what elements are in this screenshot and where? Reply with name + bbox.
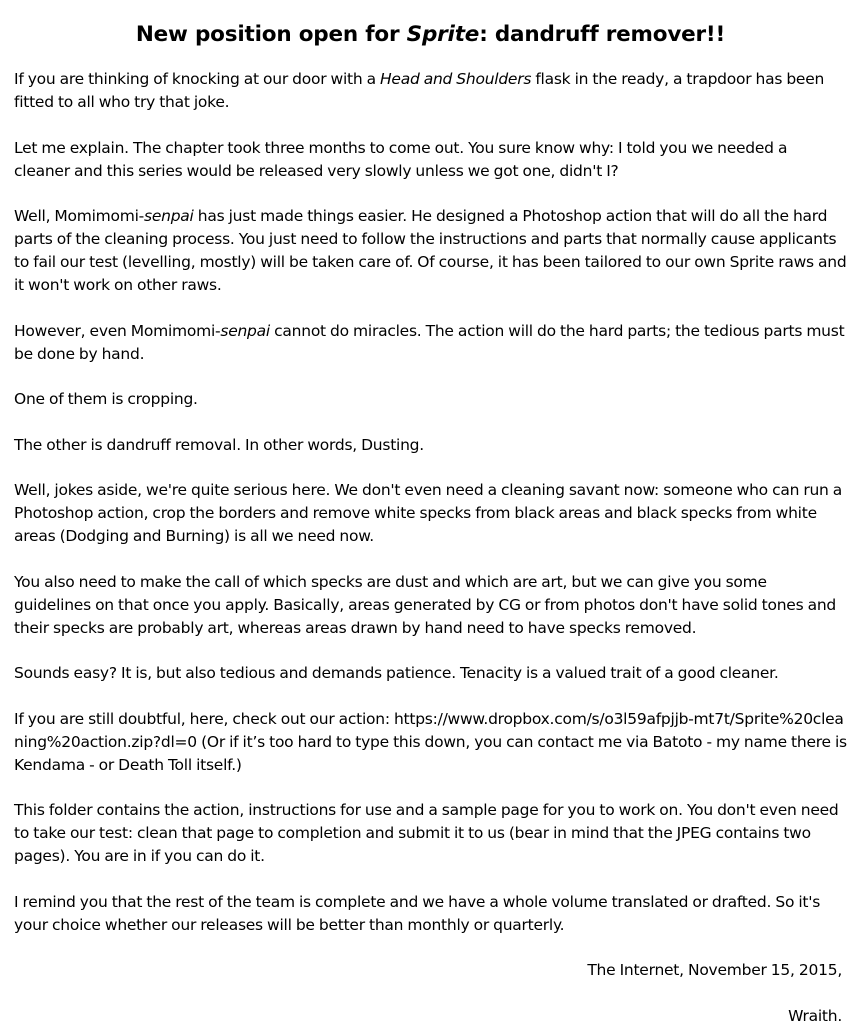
signature-name: Wraith. <box>788 1006 842 1025</box>
paragraph-3-italic: senpai <box>144 207 194 225</box>
page-title <box>14 17 847 53</box>
title-suffix: : dandruff remover!! <box>479 22 726 47</box>
paragraph-4-italic: senpai <box>220 321 270 340</box>
paragraph-1-text-a: If you are thinking of knocking at our door with a <box>14 70 381 88</box>
title-prefix: New position open for <box>135 22 407 47</box>
paragraph-3 <box>14 205 847 297</box>
paragraph-10-text-b: (Or if it’s too hard to type this down, you can contact me via Batoto - my name there is Kendama - or Death Toll itself.) <box>14 732 847 774</box>
paragraph-2: Let me explain. The chapter took three months to come out. You sure know why: I told you we needed a cleaner and this series would be released very slowly unless we got one, didn't I? <box>14 138 788 180</box>
paragraph-8: You also need to make the call of which specks are dust and which are art, but we can give you some guidelines on that once you apply. Basically, areas generated by CG or from photos don't have solid tones and their specks are probably art, whereas areas drawn by hand need to have specks removed. <box>14 572 837 637</box>
paragraph-4 <box>14 320 847 366</box>
paragraph-3-text-b: has just made things easier. He designed a Photoshop action that will do all the hard parts of the cleaning process. You just need to follow the instructions and parts that normally cause applicants to fail our test (levelling, mostly) will be taken care of. Of course, it has been tailored to our own Sprite raws and it won't work on other raws. <box>14 207 847 294</box>
paragraph-6: The other is dandruff removal. In other words, Dusting. <box>14 435 424 454</box>
paragraph-1-text-b: flask in the ready, a trapdoor has been fitted to all who try that joke. <box>14 70 825 111</box>
paragraph-1 <box>14 68 847 114</box>
paragraph-5: One of them is cropping. <box>14 390 198 408</box>
paragraph-4-text-a: However, even Momimomi- <box>14 321 221 340</box>
paragraph-11: This folder contains the action, instructions for use and a sample page for you to work on. You don't even need to take our test: clean that page to completion and submit it to us (bear in mind that the JPEG contains two pages). You are in if you can do it. <box>14 801 839 865</box>
paragraph-12: I remind you that the rest of the team is complete and we have a whole volume translated or drafted. So it's your choice whether our releases will be better than monthly or quarterly. <box>14 892 821 934</box>
title-italic: Sprite <box>406 22 480 47</box>
paragraph-3-text-a: Well, Momimomi- <box>14 207 145 225</box>
paragraph-4-text-b: cannot do miracles. The action will do the hard parts; the tedious parts must be done by hand. <box>14 321 845 363</box>
paragraph-10 <box>14 708 847 777</box>
paragraph-7: Well, jokes aside, we're quite serious here. We don't even need a cleaning savant now: someone who can run a Photoshop action, crop the borders and remove white specks from black areas and black specks from white areas (Dodging and Burning) is all we need now. <box>14 481 843 545</box>
paragraph-10-text-a: If you are still doubtful, here, check out our action: <box>14 709 394 728</box>
paragraph-9: Sounds easy? It is, but also tedious and demands patience. Tenacity is a valued trait of a good cleaner. <box>14 664 779 682</box>
paragraph-1-italic: Head and Shoulders <box>380 70 532 88</box>
dropbox-link[interactable]: https://www.dropbox.com/s/o3l59afpjjb-mt7t/Sprite%20cleaning%20action.zip?dl=0 <box>14 709 844 751</box>
signature-place-date: The Internet, November 15, 2015, <box>587 961 842 979</box>
